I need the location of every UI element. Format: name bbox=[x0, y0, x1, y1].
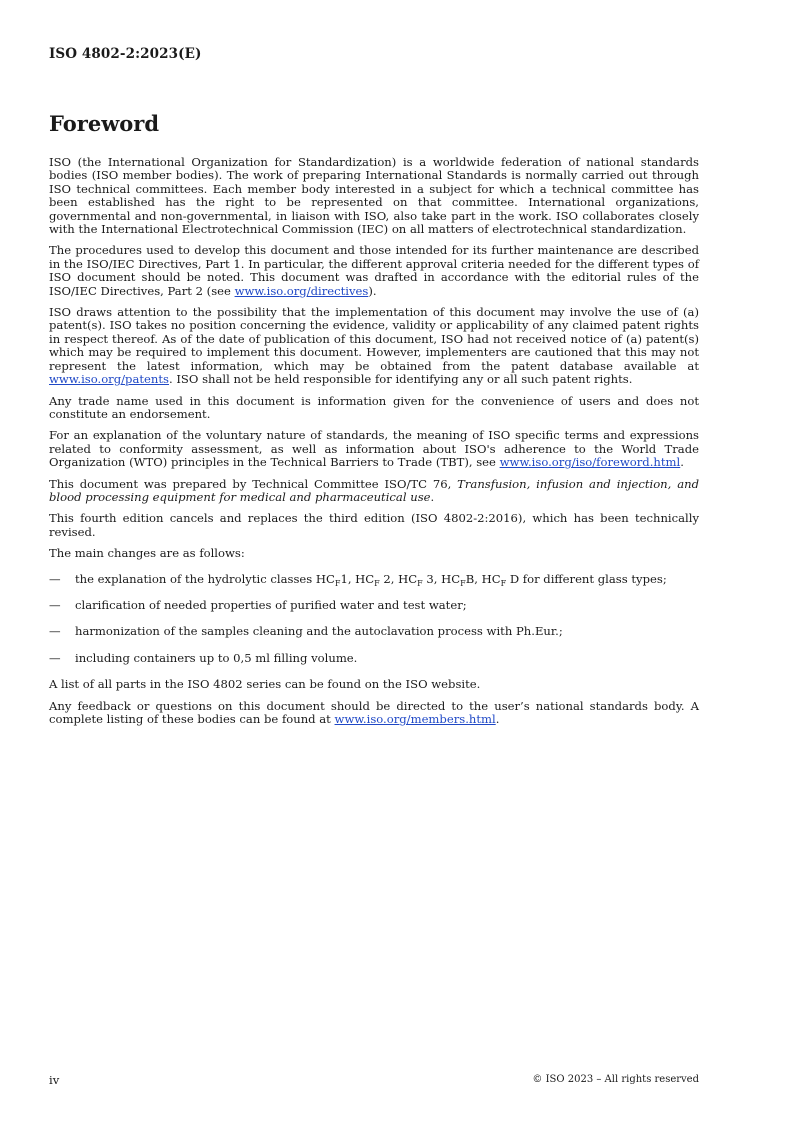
foreword-body bbox=[49, 156, 699, 734]
paragraph-text: ISO draws attention to the possibility that the implementation of this document may involve the use of (a) patent(s). ISO takes no position concerning the evidence, validity or applicability of any claimed patent rights in respect thereof. As of the date of publication of this document, ISO had not received notice of (a) patent(s) which may be required to implement this document. However, implementers are cautioned that this may not represent the latest information, which may be obtained from the patent database available at bbox=[49, 305, 699, 373]
list-item-text: clarification of needed properties of purified water and test water; bbox=[75, 597, 467, 612]
paragraph-voluntary-nature bbox=[49, 429, 699, 469]
patents-link[interactable]: www.iso.org/patents bbox=[49, 372, 169, 387]
paragraph-series: A list of all parts in the ISO 4802 series can be found on the ISO website. bbox=[49, 677, 481, 692]
paragraph-edition: This fourth edition cancels and replaces the third edition (ISO 4802-2:2016), which has been technically revised. bbox=[49, 511, 699, 539]
list-item-text bbox=[75, 572, 667, 586]
list-item bbox=[49, 573, 699, 586]
subscript: F bbox=[460, 578, 466, 588]
paragraph-text: This document was prepared by Technical Committee ISO/TC 76, bbox=[49, 476, 458, 491]
subscript: F bbox=[417, 578, 423, 588]
paragraph-iso-intro: ISO (the International Organization for Standardization) is a worldwide federation of national standards bodies (ISO member bodies). The work of preparing International Standards is normally carried out through ISO technical committees. Each member body interested in a subject for which a technical committee has been established has the right to be represented on that committee. International organizations, governmental and non-governmental, in liaison with ISO, also take part in the work. ISO collaborates closely with the International Electrotechnical Commission (IEC) on all matters of electrotechnical standardization. bbox=[49, 155, 699, 237]
page-number: iv bbox=[49, 1073, 60, 1087]
list-dash: — bbox=[49, 571, 61, 586]
paragraph-procedures bbox=[49, 244, 699, 298]
text-run: 3, HC bbox=[422, 571, 461, 586]
document-identifier: ISO 4802-2:2023(E) bbox=[49, 46, 202, 62]
subscript: F bbox=[334, 578, 341, 588]
subscript: F bbox=[500, 578, 507, 588]
paragraph-patents bbox=[49, 306, 699, 386]
paragraph-text: ). bbox=[368, 283, 377, 298]
changes-list bbox=[49, 573, 699, 666]
subscript: F bbox=[374, 578, 380, 588]
page-title: Foreword bbox=[49, 111, 160, 136]
list-item bbox=[49, 652, 699, 665]
list-dash: — bbox=[49, 650, 61, 665]
paragraph-text: . ISO shall not be held responsible for identifying any or all such patent rights. bbox=[168, 372, 633, 387]
text-run: the explanation of the hydrolytic classes HC bbox=[75, 571, 335, 586]
paragraph-text: . bbox=[495, 712, 500, 726]
directives-link[interactable]: www.iso.org/directives bbox=[234, 283, 369, 298]
paragraph-changes-intro: The main changes are as follows: bbox=[49, 546, 245, 561]
list-item-text: including containers up to 0,5 ml filling volume. bbox=[75, 650, 358, 665]
list-item bbox=[49, 625, 699, 638]
paragraph-text: Any feedback or questions on this document should be directed to the user’s national standards body. A complete listing of these bodies can be found at bbox=[49, 698, 699, 726]
copyright-notice: © ISO 2023 – All rights reserved bbox=[532, 1074, 699, 1085]
list-dash: — bbox=[49, 597, 61, 612]
list-dash: — bbox=[49, 624, 61, 639]
paragraph-committee bbox=[49, 478, 699, 505]
list-item bbox=[49, 599, 699, 612]
paragraph-feedback bbox=[49, 700, 699, 727]
paragraph-text: For an explanation of the voluntary nature of standards, the meaning of ISO specific terms and expressions related to conformity assessment, as well as information about ISO's adherence to the World Trade Organization (WTO) principles in the Technical Barriers to Trade (TBT), see bbox=[49, 428, 699, 470]
committee-title: Transfusion, infusion and injection, and blood processing equipment for medical and pharmaceutical use bbox=[49, 476, 699, 504]
foreword-link[interactable]: www.iso.org/iso/foreword.html bbox=[499, 455, 681, 470]
paragraph-text: . bbox=[680, 455, 684, 470]
text-run: D for different glass types; bbox=[506, 571, 667, 586]
list-item-text: harmonization of the samples cleaning and the autoclavation process with Ph.Eur.; bbox=[75, 624, 563, 639]
members-link[interactable]: www.iso.org/members.html bbox=[334, 712, 496, 726]
paragraph-text: . bbox=[430, 489, 435, 504]
text-run: 2, HC bbox=[379, 571, 418, 586]
paragraph-trade-name: Any trade name used in this document is information given for the convenience of users and does not constitute an endorsement. bbox=[49, 393, 699, 421]
paragraph-text: The procedures used to develop this document and those intended for its further maintenance are described in the ISO/IEC Directives, Part 1. In particular, the different approval criteria needed for the different types of ISO document should be noted. This document was drafted in accordance with the editorial rules of the ISO/IEC Directives, Part 2 (see bbox=[49, 243, 699, 298]
text-run: B, HC bbox=[465, 571, 501, 586]
text-run: 1, HC bbox=[340, 571, 375, 586]
